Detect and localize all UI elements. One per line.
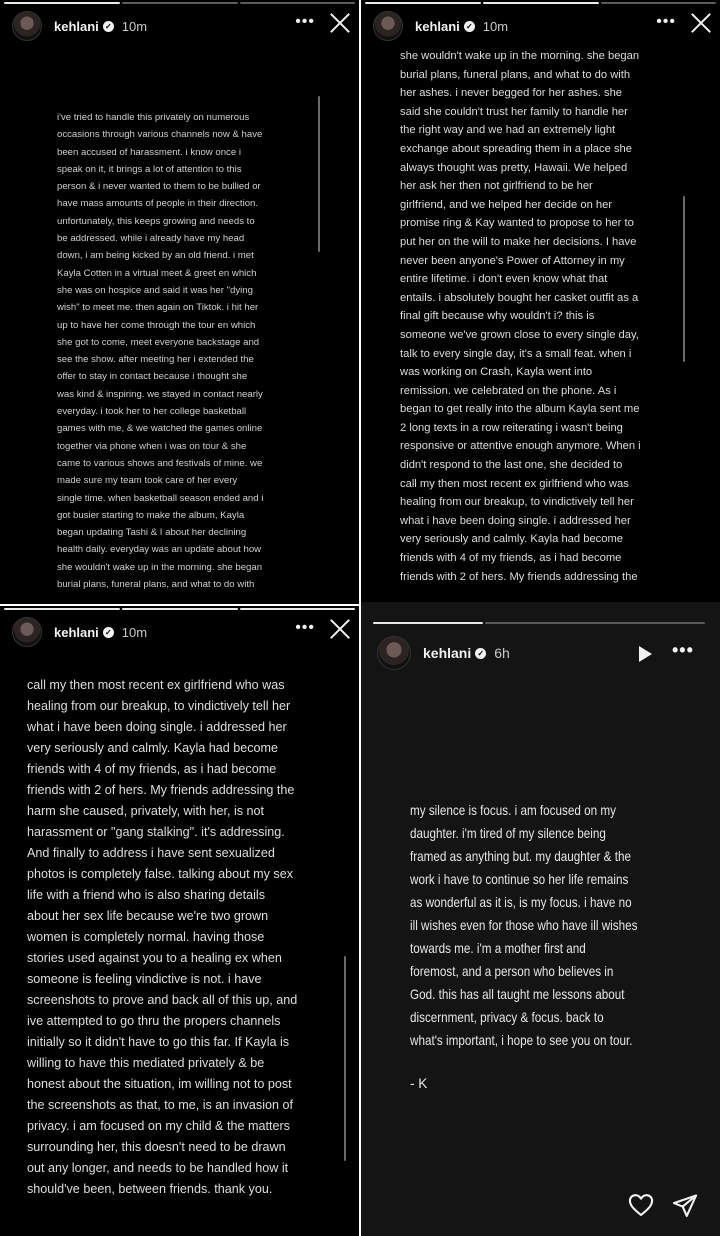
avatar[interactable] [12,11,42,41]
story-progress-segment [240,2,355,4]
story-progress-segment [601,2,716,4]
more-options-icon[interactable]: ••• [672,640,694,660]
more-options-icon[interactable]: ••• [295,619,315,636]
story-signature: - K [410,1076,428,1091]
post-time: 10m [482,18,509,34]
story-progress-segment [365,2,481,4]
post-time: 6h [494,645,510,661]
play-icon[interactable] [639,646,652,662]
username[interactable]: kehlani [54,18,99,34]
verified-badge-icon: ✓ [464,21,475,32]
story-progress-segment [122,608,238,610]
verified-badge-icon: ✓ [103,627,114,638]
close-icon[interactable] [329,617,351,639]
post-time: 10m [121,18,148,34]
avatar[interactable] [377,636,411,670]
text-scrollbar[interactable] [344,956,346,1161]
verified-badge-icon: ✓ [475,648,486,659]
story-progress-segment [373,622,483,624]
more-options-icon[interactable]: ••• [295,13,315,30]
story-text: call my then most recent ex girlfriend who was healing from our breakup, to vindictively tell her what i have been doing single. i addressed her very seriously and calmly. Kayla had become friends with 4 of my friends, as i had become friends with 2 of hers. My friends addressing the harm she caused, privately, with her, is not harassment or "gang stalking". it's addressing. And finally to address i have sent sexualized photos is completely false. talking about my sex life with a friend who is also sharing details about her sex life because we're two grown women is completely normal. having those stories used against you to a healing ex when someone is feeling vindictive is not. i have screenshots to prove and back all of this up, and ive attempted to go thru the propers channels initially so it didn't have to go this far. If Kayla is willing to have this mediated privately & be honest about the situation, im willing not to post the screenshots as that, to me, is an invasion of privacy. i am focused on my child & the matters surrounding her, this doesn't need to be drawn out any longer, and needs to be handled how it should've been, between friends. thank you. [27,678,298,1196]
heart-icon[interactable] [627,1191,655,1219]
story-text: i've tried to handle this privately on numerous occasions through various channels now & have been accused of harassment. i know once i speak on it, it brings a lot of attention to this person & i never wanted to them to be bullied or have mass amounts of people in their direction. unfortunately, this keeps growing and needs to be addressed. while i already have my head down, i am being kicked by an old friend. i met Kayla Cotten in a virtual meet & greet en which she was on hospice and said it was her "dying wish" to meet me. then again on Tiktok. i hit her up to have her come through the tour en which she got to come, meet everyone backstage and see the show. after meeting her i extended the offer to stay in contact because i thought she was kind & inspiring. we stayed in contact nearly everyday. i took her to her college basketball games with me, & we watched the games online together via phone when i was on tour & she came to various shows and festivals of mine. we made sure my team took care of her every single time. when basketball season ended and i got busier starting to make the album, Kayla began updating Tashi & I about her declining health daily. everyday was an update about how she wouldn't wake up in the morning. she began burial plans, funeral plans, and what to do with [57,112,264,591]
story-progress-segment [485,622,705,624]
story-progress-segment [122,2,238,4]
story-text: my silence is focus. i am focused on my daughter. i'm tired of my silence being framed as anything but. my daughter & the work i have to continue so her life remains as wonderful as it is, is my focus. i have no ill wishes even for those who have ill wishes towards me. i'm a mother first and foremost, and a person who believes in God. this has all taught me lessons about discernment, privacy & focus. back to what's important, i hope to see you on tour. [410,803,638,1048]
avatar[interactable] [12,617,42,647]
verified-badge-icon: ✓ [103,21,114,32]
story-progress-segment [240,608,355,610]
post-time: 10m [121,624,148,640]
story-text: she wouldn't wake up in the morning. she began burial plans, funeral plans, and what to do with her ashes. i never begged for her ashes. she said she couldn't trust her family to handle her the right way and we had an extremely light exchange about spreading them in a place she always thought was pretty, Hawaii. We helped her ask her then not girlfriend to be her girlfriend, and we helped her decide on her promise ring & Kay wanted to propose to her to put her on the will to make her decisions. I have never been anyone's Power of Attorney in my entire lifetime. i don't even know what that entails. i absolutely bought her casket outfit as a final gift because why wouldn't i? this is someone we've grown close to every single day, talk to every single day, it's a small feat. when i was working on Crash, Kayla went into remission. we celebrated on the phone. As i began to get really into the album Kayla sent me 2 long texts in a row reiterating i wasn't being responsive or attentive enough anymore. When i didn't respond to the last one, she decided to call my then most recent ex girlfriend who was healing from our breakup, to vindictively tell her what i have been doing single. i addressed her very seriously and calmly. Kayla had become friends with 4 of my friends, as i had become friends with 2 of hers. My friends addressing the [400,50,641,583]
more-options-icon[interactable]: ••• [656,13,676,30]
close-icon[interactable] [329,11,351,33]
story-progress-segment [4,2,120,4]
send-icon[interactable] [671,1192,699,1220]
username[interactable]: kehlani [415,18,460,34]
close-icon[interactable] [690,11,712,33]
story-progress-segment [483,2,599,4]
text-scrollbar[interactable] [318,96,320,252]
username[interactable]: kehlani [423,645,472,661]
username[interactable]: kehlani [54,624,99,640]
story-progress-segment [4,608,120,610]
avatar[interactable] [373,11,403,41]
